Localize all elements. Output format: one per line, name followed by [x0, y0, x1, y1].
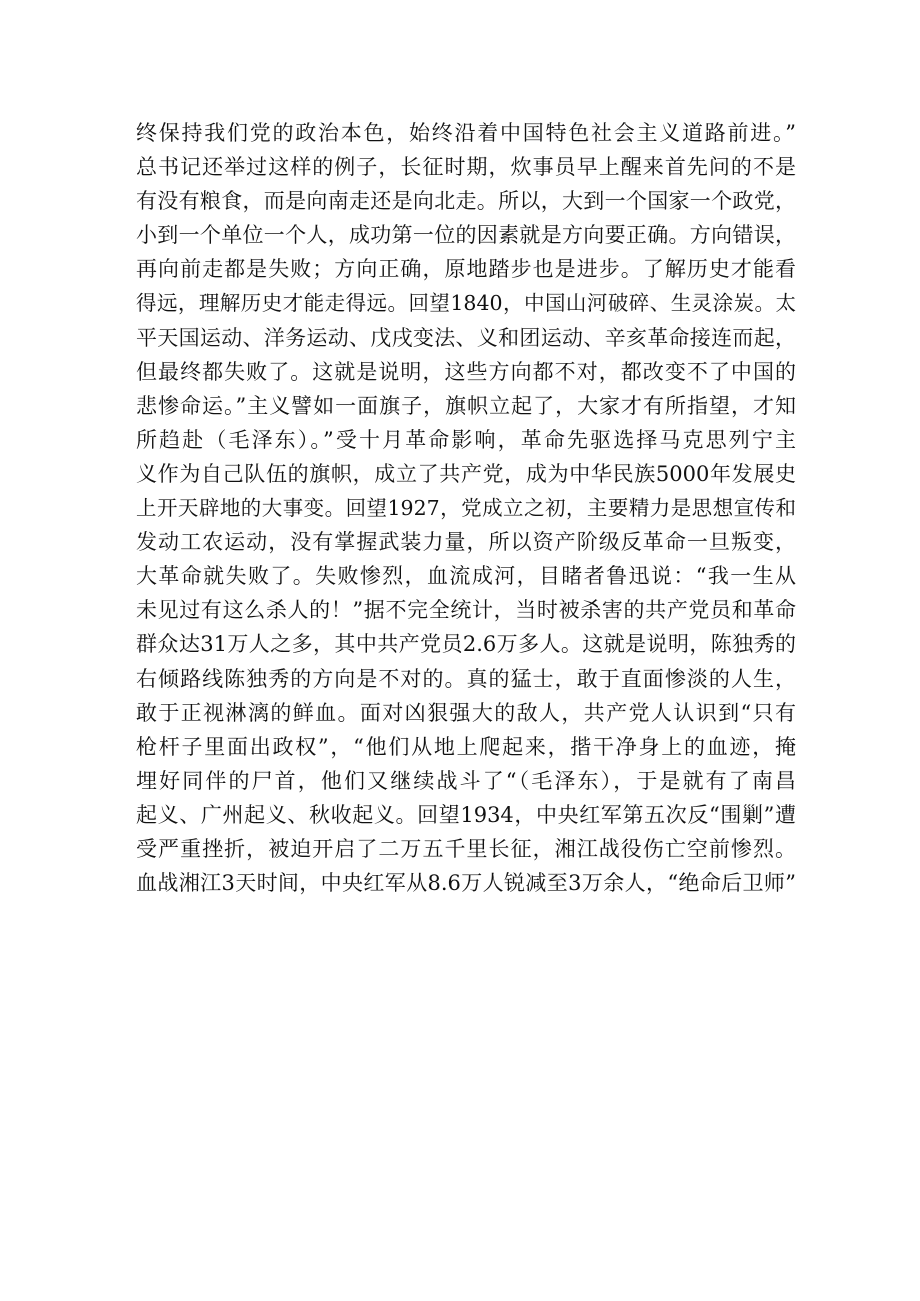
text-line-9: 悲惨命运。”主义譬如一面旗子，旗帜立起了，大家才有所指望，才知 — [136, 393, 796, 418]
text-line-18: 敢于正视淋漓的鲜血。面对凶狠强大的敌人，共产党人认识到“只有 — [136, 700, 796, 725]
text-line-14: 大革命就失败了。失败惨烈，血流成河，目睹者鲁迅说：“我一生从 — [136, 564, 796, 589]
body-text — [136, 116, 796, 900]
text-line-13: 发动工农运动，没有掌握武装力量，所以资产阶级反革命一旦叛变， — [136, 530, 796, 555]
text-line-8: 但最终都失败了。这就是说明，这些方向都不对，都改变不了中国的 — [136, 359, 796, 384]
text-line-21: 起义、广州起义、秋收起义。回望1934，中央红军第五次反“围剿”遭 — [136, 802, 796, 827]
text-line-7: 平天国运动、洋务运动、戊戌变法、义和团运动、辛亥革命接连而起， — [136, 325, 796, 350]
text-line-23: 血战湘江3天时间，中央红军从8.6万人锐减至3万余人，“绝命后卫师” — [136, 871, 796, 896]
text-line-17: 右倾路线陈独秀的方向是不对的。真的猛士，敢于直面惨淡的人生， — [136, 666, 796, 691]
text-line-5: 再向前走都是失败；方向正确，原地踏步也是进步。了解历史才能看 — [136, 257, 796, 282]
text-line-22: 受严重挫折，被迫开启了二万五千里长征，湘江战役伤亡空前惨烈。 — [136, 836, 796, 861]
text-line-2: 总书记还举过这样的例子，长征时期，炊事员早上醒来首先问的不是 — [136, 155, 796, 180]
text-line-6: 得远，理解历史才能走得远。回望1840，中国山河破碎、生灵涂炭。太 — [136, 291, 796, 316]
text-line-10: 所趋赴（毛泽东）。”受十月革命影响，革命先驱选择马克思列宁主 — [136, 427, 796, 452]
text-line-12: 上开天辟地的大事变。回望1927，党成立之初，主要精力是思想宣传和 — [136, 496, 796, 521]
text-line-3: 有没有粮食，而是向南走还是向北走。所以，大到一个国家一个政党， — [136, 189, 796, 214]
text-line-15: 未见过有这么杀人的！”据不完全统计，当时被杀害的共产党员和革命 — [136, 598, 796, 623]
text-line-11: 义作为自己队伍的旗帜，成立了共产党，成为中华民族5000年发展史 — [136, 461, 796, 486]
text-line-20: 埋好同伴的尸首，他们又继续战斗了“（毛泽东），于是就有了南昌 — [136, 768, 796, 793]
text-line-16: 群众达31万人之多，其中共产党员2.6万多人。这就是说明，陈独秀的 — [136, 632, 796, 657]
text-line-4: 小到一个单位一个人，成功第一位的因素就是方向要正确。方向错误， — [136, 223, 796, 248]
text-line-1: 终保持我们党的政治本色，始终沿着中国特色社会主义道路前进。” — [136, 121, 796, 145]
text-line-19: 枪杆子里面出政权”，“他们从地上爬起来，揩干净身上的血迹，掩 — [136, 734, 796, 759]
